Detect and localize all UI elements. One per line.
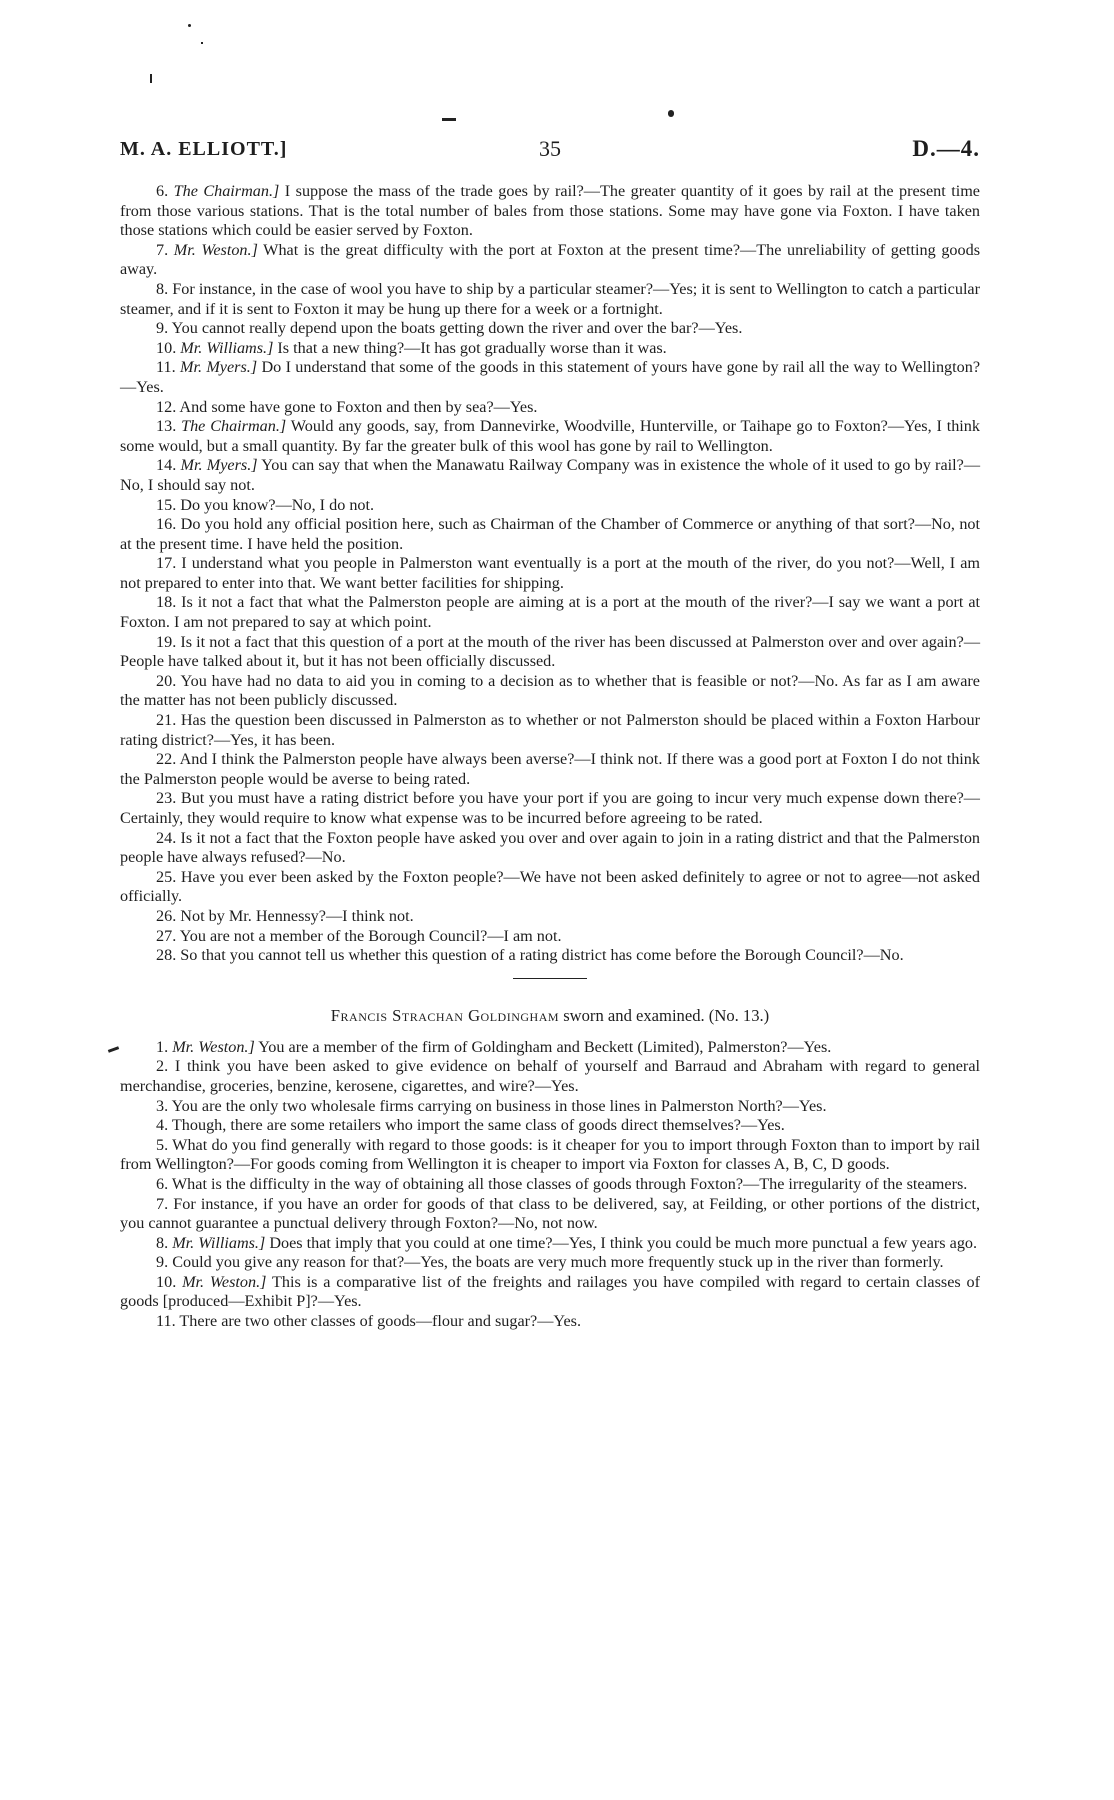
question-number: 3. bbox=[156, 1096, 169, 1115]
speaker-name: The Chairman.] bbox=[173, 182, 280, 200]
question-text: Does that imply that you could at one time?—Yes, I think you could be much more punctual a few years ago. bbox=[265, 1233, 978, 1252]
question-number: 20. bbox=[156, 671, 177, 690]
document-reference: D.—4. bbox=[912, 136, 980, 161]
question-number: 5. bbox=[156, 1135, 169, 1154]
question-text: Is it not a fact that this question of a port at the mouth of the river has been discussed at Palmerston over and over again?—People have talked about it, but it has not been officially discussed. bbox=[120, 632, 981, 671]
question-paragraph bbox=[120, 358, 980, 397]
question-text: Is it not a fact that the Foxton people have asked you over and over again to join in a rating district and that the Palmerston people have always refused?—No. bbox=[120, 828, 981, 867]
witness-heading bbox=[120, 1006, 980, 1026]
question-number: 8. bbox=[156, 1233, 169, 1252]
question-number: 6. bbox=[156, 1174, 169, 1193]
question-text: I think you have been asked to give evidence on behalf of yourself and Barraud and Abraham with regard to general merchandise, groceries, benzine, kerosene, cigarettes, and wire?—Yes. bbox=[120, 1057, 980, 1095]
question-text: I understand what you people in Palmerston want eventually is a port at the mouth of the river, do you not?—Well, I am not prepared to enter into that. We want better facilities for shipping. bbox=[120, 554, 981, 592]
question-number: 19. bbox=[156, 632, 177, 651]
question-number: 10. bbox=[156, 1272, 177, 1291]
question-number: 13. bbox=[156, 417, 177, 436]
question-text: Is it not a fact that what the Palmerston people are aiming at is a port at the mouth of the river?—I say we want a port at Foxton. I am not prepared to say at which point. bbox=[120, 593, 980, 632]
question-text: You are the only two wholesale firms carrying on business in those lines in Palmerston North?—Yes. bbox=[171, 1096, 827, 1115]
witness-name: M. A. ELLIOTT.] bbox=[120, 138, 288, 160]
question-paragraph bbox=[120, 1312, 980, 1332]
question-text: You can say that when the Manawatu Railway Company was in existence the whole of it used to go by rail?—No, I should say not. bbox=[120, 456, 981, 494]
section-divider bbox=[513, 978, 587, 979]
question-number: 2. bbox=[156, 1057, 169, 1076]
question-number: 23. bbox=[156, 789, 177, 808]
witness-heading-rest: sworn and examined. (No. 13.) bbox=[559, 1005, 770, 1025]
question-text: Have you ever been asked by the Foxton people?—We have not been asked definitely to agree or not to agree—not asked officially. bbox=[120, 867, 980, 906]
speaker-name: Mr. Weston.] bbox=[182, 1272, 267, 1291]
evidence-section-elliott bbox=[120, 182, 980, 966]
speaker-name: The Chairman.] bbox=[181, 417, 287, 436]
question-paragraph bbox=[120, 633, 980, 672]
margin-dot-mark bbox=[668, 110, 674, 117]
page-number: 35 bbox=[539, 136, 561, 161]
question-paragraph bbox=[120, 927, 980, 947]
evidence-section-goldingham bbox=[120, 1038, 980, 1332]
question-number: 15. bbox=[156, 495, 177, 514]
question-paragraph bbox=[120, 750, 980, 789]
question-text: This is a comparative list of the freights and railages you have compiled with regard to certain classes of goods [produced—Exhibit P]?—Yes. bbox=[120, 1272, 980, 1311]
margin-dot-mark bbox=[201, 42, 203, 44]
question-number: 27. bbox=[156, 926, 177, 945]
speaker-name: Mr. Weston.] bbox=[172, 1037, 255, 1056]
question-text: Though, there are some retailers who import the same class of goods direct themselves?—Yes. bbox=[171, 1116, 785, 1135]
question-number: 9. bbox=[156, 1253, 169, 1272]
question-paragraph bbox=[120, 241, 980, 280]
question-text: There are two other classes of goods—flour and sugar?—Yes. bbox=[179, 1312, 581, 1331]
question-number: 25. bbox=[156, 867, 177, 886]
question-paragraph bbox=[120, 1038, 980, 1058]
question-text: You are a member of the firm of Goldingham and Beckett (Limited), Palmerston?—Yes. bbox=[254, 1037, 832, 1056]
margin-tick-mark bbox=[150, 74, 152, 83]
question-paragraph bbox=[120, 496, 980, 516]
question-paragraph bbox=[120, 672, 980, 711]
question-paragraph bbox=[120, 593, 980, 632]
question-text: You cannot really depend upon the boats getting down the river and over the bar?—Yes. bbox=[171, 319, 743, 338]
question-paragraph bbox=[120, 1195, 980, 1234]
question-paragraph bbox=[120, 1273, 980, 1312]
question-paragraph bbox=[120, 456, 980, 495]
question-paragraph bbox=[120, 868, 980, 907]
margin-dash-mark bbox=[442, 118, 456, 121]
speaker-name: Mr. Williams.] bbox=[172, 1233, 266, 1252]
question-paragraph bbox=[120, 319, 980, 339]
question-text: I suppose the mass of the trade goes by rail?—The greater quantity of it goes by rail at the present time from those various stations. That is the total number of bales from those stations. Some may have gone via Foxton. I have taken those stations which could be easier served by Foxton. bbox=[120, 182, 980, 240]
question-paragraph bbox=[120, 280, 980, 319]
question-text: And some have gone to Foxton and then by sea?—Yes. bbox=[179, 397, 538, 416]
question-paragraph bbox=[120, 1175, 980, 1195]
question-number: 12. bbox=[156, 397, 177, 416]
question-text: Could you give any reason for that?—Yes, the boats are very much more frequently stuck up in the river than formerly. bbox=[172, 1253, 944, 1272]
question-number: 16. bbox=[156, 515, 177, 534]
question-paragraph bbox=[120, 946, 980, 966]
question-text: What do you find generally with regard to those goods: is it cheaper for you to import through Foxton than to import by rail from Wellington?—For goods coming from Wellington it is cheaper to import via Foxton for classes A, B, C, D goods. bbox=[120, 1135, 980, 1174]
margin-dot-mark bbox=[188, 24, 191, 27]
question-number: 7. bbox=[156, 1194, 169, 1213]
question-text: Has the question been discussed in Palmerston as to whether or not Palmerston should be placed within a Foxton Harbour rating district?—Yes, it has been. bbox=[120, 711, 981, 749]
speaker-name: Mr. Williams.] bbox=[180, 338, 274, 357]
question-paragraph bbox=[120, 711, 980, 750]
question-text: What is the difficulty in the way of obtaining all those classes of goods through Foxton?—The irregularity of the steamers. bbox=[171, 1174, 968, 1193]
speaker-name: Mr. Myers.] bbox=[180, 456, 258, 475]
question-number: 17. bbox=[156, 554, 177, 573]
question-text: Do you know?—No, I do not. bbox=[180, 495, 375, 514]
question-number: 28. bbox=[156, 946, 177, 965]
question-paragraph bbox=[120, 789, 980, 828]
question-number: 1. bbox=[156, 1037, 169, 1056]
question-number: 9. bbox=[156, 319, 169, 338]
question-number: 6. bbox=[156, 182, 169, 200]
question-number: 26. bbox=[156, 906, 177, 925]
question-text: Do you hold any official position here, such as Chairman of the Chamber of Commerce or anything of that sort?—No, not at the present time. I have held the position. bbox=[120, 515, 981, 553]
question-paragraph bbox=[120, 515, 980, 554]
question-paragraph bbox=[120, 1136, 980, 1175]
question-paragraph bbox=[120, 1097, 980, 1117]
question-text: And I think the Palmerston people have always been averse?—I think not. If there was a good port at Foxton I do not think the Palmerston people would be averse to being rated. bbox=[120, 750, 980, 788]
question-text: So that you cannot tell us whether this question of a rating district has come before the Borough Council?—No. bbox=[180, 946, 904, 965]
question-paragraph bbox=[120, 398, 980, 418]
question-text: But you must have a rating district before you have your port if you are going to incur very much expense down there?—Certainly, they would require to know what expense was to be incurred before agreeing to be rated. bbox=[120, 789, 980, 827]
question-paragraph bbox=[120, 417, 980, 456]
question-number: 8. bbox=[156, 279, 169, 298]
question-paragraph bbox=[120, 907, 980, 927]
witness-heading-name: Francis Strachan Goldingham bbox=[330, 1005, 560, 1025]
question-text: You have had no data to aid you in coming to a decision as to whether that is feasible or not?—No. As far as I am aware the matter has not been publicly discussed. bbox=[120, 671, 980, 710]
question-number: 11. bbox=[156, 358, 176, 377]
question-number: 21. bbox=[156, 711, 177, 730]
question-paragraph bbox=[120, 554, 980, 593]
question-number: 18. bbox=[156, 593, 177, 612]
question-paragraph bbox=[120, 1057, 980, 1096]
question-number: 7. bbox=[156, 240, 169, 259]
question-text: Do I understand that some of the goods in this statement of yours have gone by rail all the way to Wellington?—Yes. bbox=[120, 358, 981, 396]
question-text: Would any goods, say, from Dannevirke, Woodville, Hunterville, or Taihape go to Foxton?—Yes, I think some would, but a small quantity. By far the greater bulk of this wool has gone by rail to Wellington. bbox=[120, 417, 980, 455]
question-number: 22. bbox=[156, 750, 177, 769]
question-number: 24. bbox=[156, 828, 177, 847]
question-paragraph bbox=[120, 829, 980, 868]
page-header bbox=[120, 136, 980, 166]
question-text: You are not a member of the Borough Council?—I am not. bbox=[179, 926, 562, 945]
question-paragraph bbox=[120, 339, 980, 359]
speaker-name: Mr. Myers.] bbox=[179, 358, 258, 377]
margin-arrow-mark bbox=[108, 1046, 119, 1053]
question-number: 14. bbox=[156, 456, 177, 475]
question-text: Is that a new thing?—It has got gradually worse than it was. bbox=[273, 338, 667, 357]
question-paragraph bbox=[120, 1116, 980, 1136]
question-number: 11. bbox=[156, 1312, 176, 1331]
question-paragraph bbox=[120, 1234, 980, 1254]
document-body bbox=[120, 182, 980, 1332]
question-text: Not by Mr. Hennessy?—I think not. bbox=[180, 906, 414, 925]
question-number: 10. bbox=[156, 338, 177, 357]
speaker-name: Mr. Weston.] bbox=[173, 240, 258, 259]
question-paragraph bbox=[120, 182, 980, 241]
question-paragraph bbox=[120, 1253, 980, 1273]
question-text: What is the great difficulty with the port at Foxton at the present time?—The unreliability of getting goods away. bbox=[120, 240, 980, 279]
question-number: 4. bbox=[156, 1116, 169, 1135]
question-text: For instance, if you have an order for goods of that class to be delivered, say, at Feilding, or other portions of the district, you cannot guarantee a punctual delivery through Foxton?—No, not now. bbox=[120, 1194, 980, 1233]
question-text: For instance, in the case of wool you have to ship by a particular steamer?—Yes; it is sent to Wellington to catch a particular steamer, and if it is sent to Foxton it may be hung up there for a week or a fortnight. bbox=[120, 279, 981, 318]
